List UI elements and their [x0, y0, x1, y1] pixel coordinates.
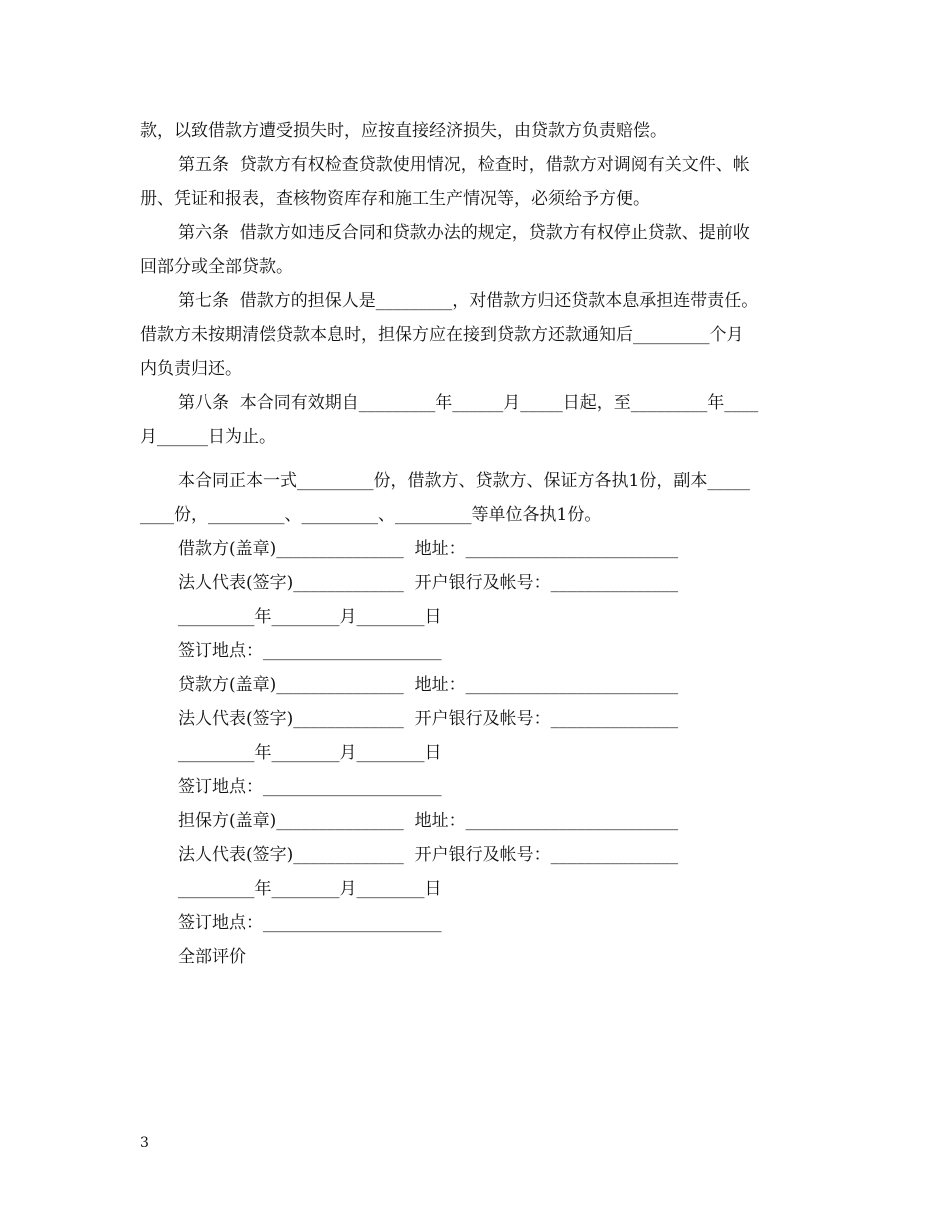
paragraph-line: 借款方未按期清偿贷款本息时，担保方应在接到贷款方还款通知后_________个月	[140, 325, 744, 345]
signing-place-line: 签订地点：_____________________	[178, 641, 442, 661]
signature-line: 法人代表(签字)_____________ 开户银行及帐号：_______________	[178, 573, 679, 593]
paragraph-line: 内负责归还。	[140, 359, 242, 379]
date-line: _________年________月________日	[178, 607, 442, 627]
paragraph-line: 第六条 借款方如违反合同和贷款办法的规定，贷款方有权停止贷款、提前收	[178, 223, 750, 243]
signature-line: 贷款方(盖章)_______________ 地址：_________________________	[178, 675, 679, 695]
signature-line: 法人代表(签字)_____________ 开户银行及帐号：_______________	[178, 845, 679, 865]
signature-line: 借款方(盖章)_______________ 地址：_________________________	[178, 539, 679, 559]
paragraph-line: 回部分或全部贷款。	[140, 257, 293, 277]
date-line: _________年________月________日	[178, 879, 442, 899]
signing-place-line: 签订地点：_____________________	[178, 913, 442, 933]
signing-place-line: 签订地点：_____________________	[178, 777, 442, 797]
date-line: _________年________月________日	[178, 743, 442, 763]
closing-text: 全部评价	[178, 947, 246, 967]
paragraph-line: 款，以致借款方遭受损失时，应按直接经济损失，由贷款方负责赔偿。	[140, 121, 667, 141]
paragraph-line: 第八条 本合同有效期自_________年______月_____日起，至_________年____	[178, 393, 759, 413]
paragraph-line: ____份，_________、_________、_________等单位各执1份。	[140, 505, 602, 525]
paragraph-line: 月______日为止。	[140, 427, 276, 447]
paragraph-line: 第五条 贷款方有权检查贷款使用情况，检查时，借款方对调阅有关文件、帐	[178, 155, 750, 175]
paragraph-line: 第七条 借款方的担保人是_________，对借款方归还贷款本息承担连带责任。	[178, 291, 759, 311]
signature-line: 法人代表(签字)_____________ 开户银行及帐号：_______________	[178, 709, 679, 729]
page-number: 3	[140, 1135, 149, 1151]
paragraph-line: 册、凭证和报表，查核物资库存和施工生产情况等，必须给予方便。	[140, 189, 650, 209]
paragraph-line: 本合同正本一式_________份，借款方、贷款方、保证方各执1份，副本_____	[178, 471, 750, 491]
signature-line: 担保方(盖章)_______________ 地址：_________________________	[178, 811, 679, 831]
